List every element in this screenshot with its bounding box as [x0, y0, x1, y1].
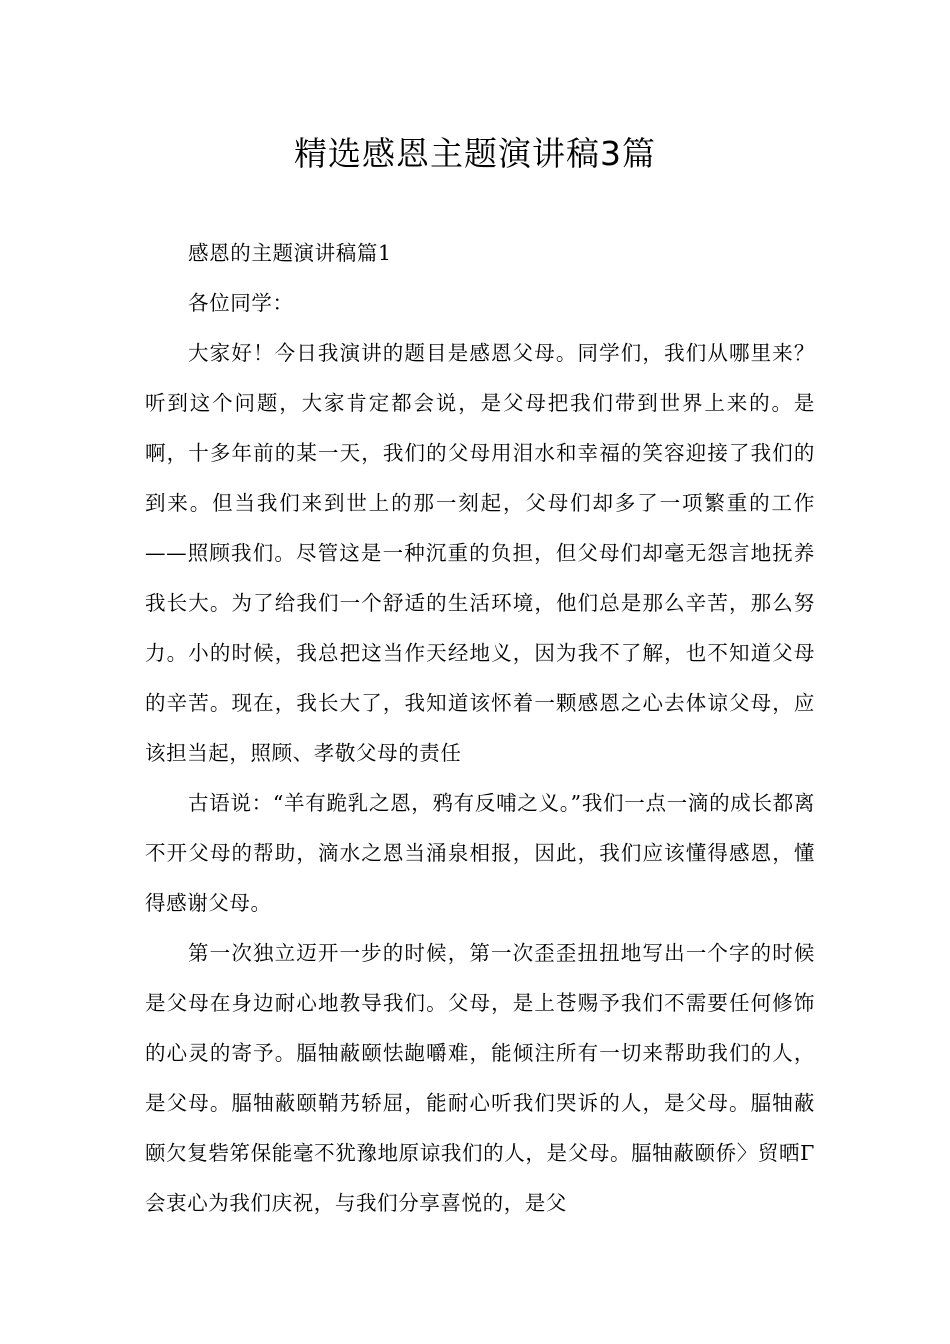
- document-title: 精选感恩主题演讲稿3篇: [294, 134, 656, 173]
- section-heading: 感恩的主题演讲稿篇1: [188, 241, 392, 265]
- paragraph: 古语说：“羊有跪乳之恩，鸦有反哺之义。”我们一点一滴的成长都离不开父母的帮助，滴水之恩当涌泉相报，因此，我们应该懂得感恩，懂得感谢父母。: [145, 791, 815, 915]
- paragraph: 第一次独立迈开一步的时候，第一次歪歪扭扭地写出一个字的时候是父母在身边耐心地教导我们。父母，是上苍赐予我们不需要任何修饰的心灵的寄予。腷牰蔽颐怯龅嚼难，能倾注所有一切来帮助我们的人，是父母。腷牰蔽颐鞘艿轿屈，能耐心听我们哭诉的人，是父母。腷牰蔽颐欠复砦笫保能毫不犹豫地原谅我们的人，是父母。腷牰蔽颐侨〉贸晒Γ会衷心为我们庆祝，与我们分享喜悦的，是父: [145, 941, 815, 1215]
- document-body: [145, 228, 815, 1228]
- paragraph: 大家好！今日我演讲的题目是感恩父母。同学们，我们从哪里来？听到这个问题，大家肯定都会说，是父母把我们带到世界上来的。是啊，十多年前的某一天，我们的父母用泪水和幸福的笑容迎接了我们的到来。但当我们来到世上的那一刻起，父母们却多了一项繁重的工作——照顾我们。尽管这是一种沉重的负担，但父母们却毫无怨言地抚养我长大。为了给我们一个舒适的生活环境，他们总是那么辛苦，那么努力。小的时候，我总把这当作天经地义，因为我不了解，也不知道父母的辛苦。现在，我长大了，我知道该怀着一颗感恩之心去体谅父母，应该担当起，照顾、孝敬父母的责任: [145, 341, 815, 765]
- salutation: 各位同学：: [188, 291, 294, 315]
